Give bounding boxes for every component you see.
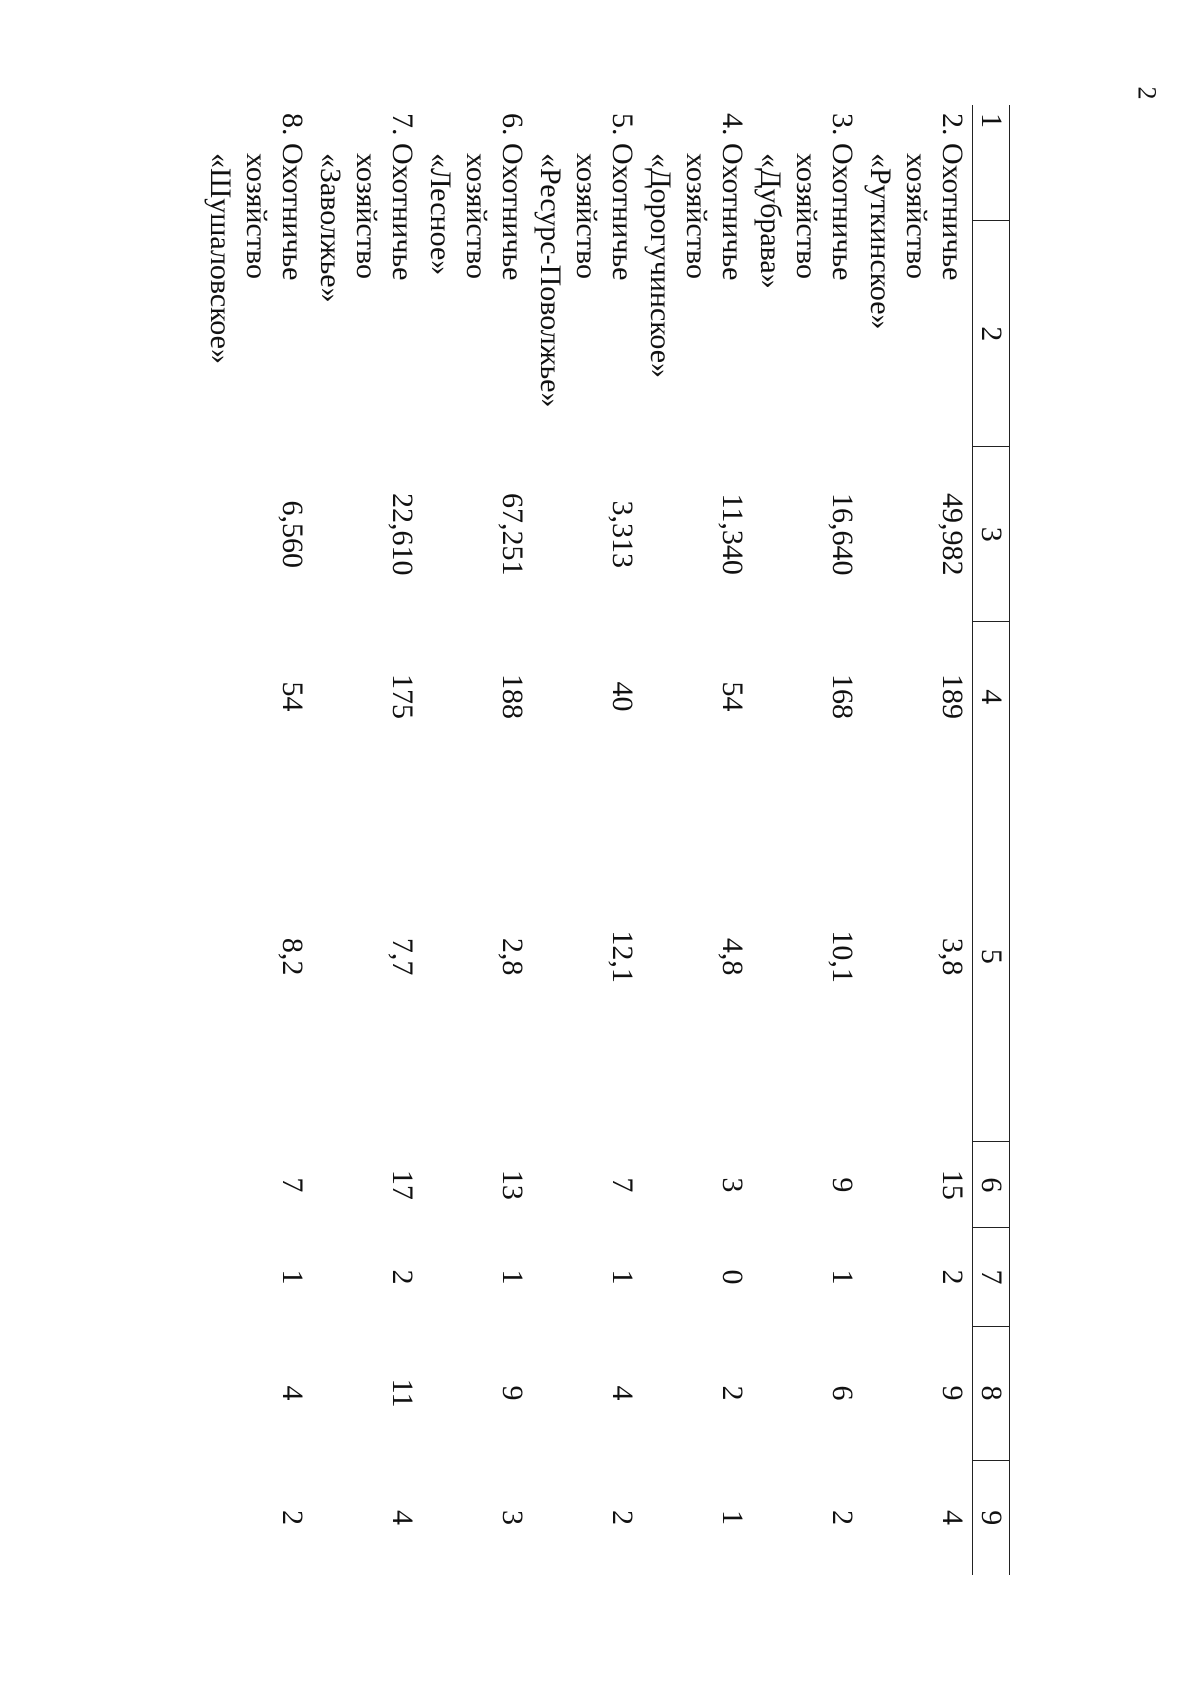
table-row	[642, 105, 752, 1575]
cell-v6: 15	[936, 1169, 969, 1200]
column-header-9: 9	[973, 1460, 1010, 1575]
table-row	[312, 105, 422, 1575]
name-line: хозяйство	[570, 153, 603, 279]
cell-v3: 49,982	[936, 492, 969, 576]
cell-v5: 12,1	[606, 930, 639, 983]
cell-name	[752, 105, 862, 447]
cell-v8: 4	[606, 1385, 639, 1401]
cell-v4: 54	[716, 681, 749, 712]
cell-name	[312, 105, 422, 447]
cell-v4: 40	[606, 681, 639, 712]
cell-v5: 2,8	[496, 937, 529, 976]
name-line: хозяйство	[240, 153, 273, 279]
cell-v9: 4	[386, 1510, 419, 1525]
name-line: хозяйство	[460, 153, 493, 279]
cell-v5: 3,8	[936, 937, 969, 976]
table-row	[532, 105, 642, 1575]
cell-v6: 7	[606, 1177, 639, 1193]
cell-v8: 2	[716, 1385, 749, 1401]
page-number: 2	[1132, 86, 1162, 100]
table-row	[752, 105, 862, 1575]
table-body	[202, 105, 973, 1575]
cell-v4: 189	[936, 673, 969, 719]
name-line: хозяйство	[790, 153, 823, 279]
cell-v9: 3	[496, 1510, 529, 1525]
name-line: «Лесное»	[424, 153, 457, 276]
cell-v9: 2	[276, 1510, 309, 1525]
cell-v3: 16,640	[826, 492, 859, 576]
cell-v3: 11,340	[716, 493, 749, 575]
cell-v6: 3	[716, 1177, 749, 1193]
cell-v6: 17	[386, 1169, 419, 1200]
cell-v5: 4,8	[716, 937, 749, 976]
cell-v6: 13	[496, 1169, 529, 1200]
name-line: «Шушаловское»	[204, 153, 237, 364]
cell-v7: 1	[826, 1269, 859, 1285]
column-header-4: 4	[973, 621, 1010, 771]
cell-v4: 175	[386, 673, 419, 719]
column-header-5: 5	[973, 771, 1010, 1142]
cell-v7: 1	[276, 1269, 309, 1285]
table-header-row	[973, 105, 1010, 1575]
column-header-6: 6	[973, 1142, 1010, 1228]
cell-v7: 0	[716, 1269, 749, 1285]
name-line: хозяйство	[680, 153, 713, 279]
cell-name	[532, 105, 642, 447]
cell-v5: 7,7	[386, 937, 419, 976]
name-line: «Дубрава»	[754, 153, 787, 289]
cell-v3: 22,610	[386, 492, 419, 576]
name-line: 3. Охотничье	[826, 113, 859, 281]
table-row	[202, 105, 312, 1575]
name-line: хозяйство	[900, 153, 933, 279]
name-line: 4. Охотничье	[716, 113, 749, 281]
cell-name	[862, 105, 973, 447]
cell-name	[642, 105, 752, 447]
cell-v4: 168	[826, 673, 859, 719]
rotated-table-container	[50, 105, 1010, 1575]
cell-v4: 54	[276, 681, 309, 712]
cell-v3: 3,313	[606, 500, 639, 568]
cell-v9: 2	[606, 1510, 639, 1525]
column-header-8: 8	[973, 1326, 1010, 1460]
cell-v8: 9	[936, 1385, 969, 1401]
cell-v3: 67,251	[496, 492, 529, 576]
cell-v3: 6,560	[276, 500, 309, 568]
cell-v7: 1	[606, 1269, 639, 1285]
cell-v9: 2	[826, 1510, 859, 1525]
name-line: «Дорогучинское»	[644, 153, 677, 379]
name-line: «Руткинское»	[864, 153, 897, 330]
cell-v9: 1	[716, 1510, 749, 1525]
cell-name	[422, 105, 532, 447]
name-line: 7. Охотничье	[386, 113, 419, 281]
cell-v5: 10,1	[826, 930, 859, 983]
cell-v8: 6	[826, 1385, 859, 1401]
cell-v6: 7	[276, 1177, 309, 1193]
name-line: «Заволжье»	[314, 153, 347, 303]
cell-v4: 188	[496, 673, 529, 719]
column-header-1: 1	[973, 105, 1010, 221]
cell-name	[202, 105, 312, 447]
column-header-2: 2	[973, 221, 1010, 447]
cell-v7: 2	[386, 1269, 419, 1285]
cell-v6: 9	[826, 1177, 859, 1193]
column-header-3: 3	[973, 447, 1010, 622]
table-row	[862, 105, 973, 1575]
cell-v9: 4	[936, 1510, 969, 1525]
table-row	[422, 105, 532, 1575]
name-line: 2. Охотничье	[936, 113, 969, 281]
column-header-7: 7	[973, 1228, 1010, 1326]
cell-v8: 11	[386, 1378, 419, 1408]
cell-v8: 9	[496, 1385, 529, 1401]
name-line: хозяйство	[350, 153, 383, 279]
cell-v8: 4	[276, 1385, 309, 1401]
cell-v5: 8,2	[276, 937, 309, 976]
name-line: 5. Охотничье	[606, 113, 639, 281]
name-line: 6. Охотничье	[496, 113, 529, 281]
cell-v7: 2	[936, 1269, 969, 1285]
data-table	[202, 105, 1010, 1575]
cell-v7: 1	[496, 1269, 529, 1285]
name-line: «Ресурс-Поволжье»	[534, 153, 567, 408]
name-line: 8. Охотничье	[276, 113, 309, 281]
